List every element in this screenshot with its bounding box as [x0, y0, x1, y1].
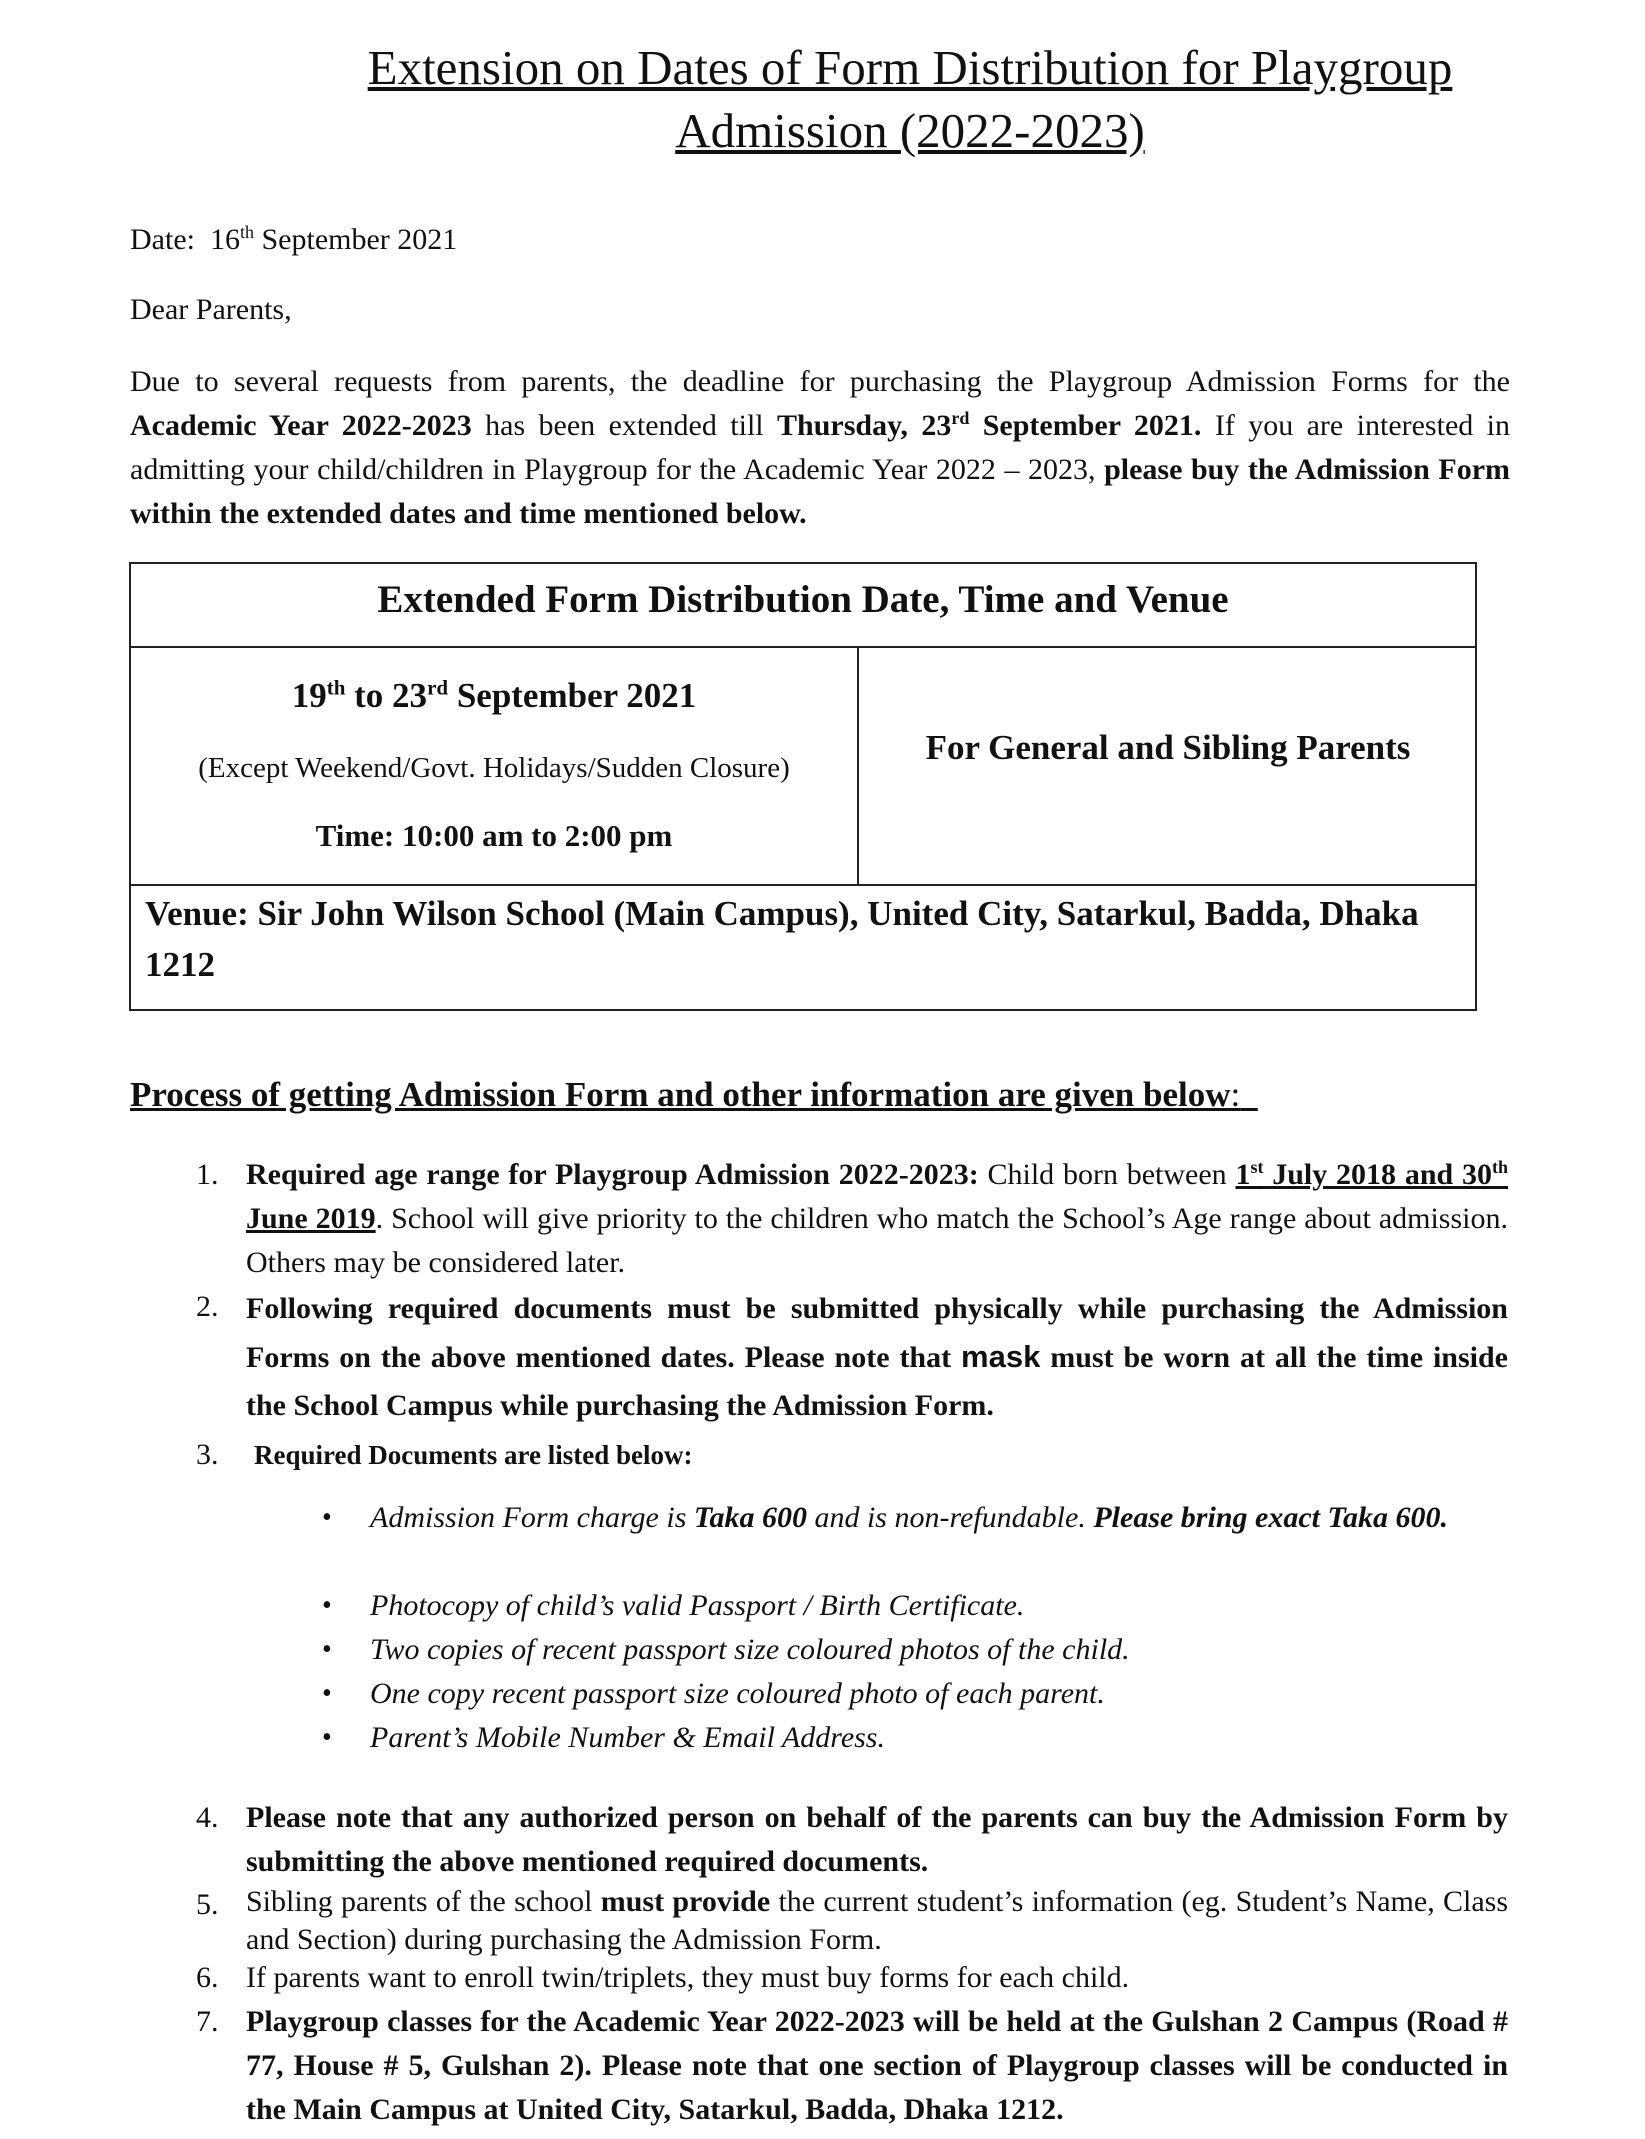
distribution-audience: For General and Sibling Parents: [925, 728, 1411, 767]
distribution-time: Time: 10:00 am to 2:00 pm: [315, 818, 673, 853]
table-heading: Extended Form Distribution Date, Time and Venue: [131, 564, 1475, 648]
title-line-1: Extension on Dates of Form Distribution for Playgroup: [367, 40, 1453, 95]
item-number-6: 6.: [196, 1961, 219, 1994]
title-line-2: Admission (2022-2023): [675, 103, 1145, 158]
distribution-exception: (Except Weekend/Govt. Holidays/Sudden Closure): [198, 752, 790, 784]
doc-passport-copy: Photocopy of child’s valid Passport / Birth Certificate.: [370, 1589, 1025, 1622]
item-number-2: 2.: [196, 1290, 219, 1323]
bullet-3: •: [322, 1634, 332, 1665]
doc-child-photos: Two copies of recent passport size coloured photos of the child.: [370, 1633, 1130, 1666]
item-number-7: 7.: [196, 2005, 219, 2038]
list-item-age-range: Required age range for Playgroup Admission 2022-2023: Child born between 1st July 2018 and 30th June 2019. School will give priority to the children who match the School’s Age range about admission. Others may be considered later.: [246, 1157, 1508, 1279]
bullet-1: •: [322, 1502, 332, 1533]
distribution-dates: 19th to 23rd September 2021: [291, 675, 697, 715]
list-item-authorized-person: Please note that any authorized person on behalf of the parents can buy the Admission Form by submitting the above mentioned required documents.: [246, 1801, 1508, 1878]
bullet-4: •: [322, 1678, 332, 1709]
list-item-sibling-parents: Sibling parents of the school must provide the current student’s information (eg. Student’s Name, Class and Section) during purchasing the Admission Form.: [246, 1885, 1508, 1956]
bullet-5: •: [322, 1722, 332, 1753]
table-audience-cell: [859, 648, 1477, 884]
notice-date: Date: 16th September 2021: [130, 222, 458, 256]
item-number-4: 4.: [196, 1801, 219, 1834]
bullet-2: •: [322, 1590, 332, 1621]
list-item-twins: If parents want to enroll twin/triplets, they must buy forms for each child.: [246, 1961, 1130, 1994]
list-item-documents: Following required documents must be submitted physically while purchasing the Admission Forms on the above mentioned dates. Please note that mask must be worn at all the time inside the School Campus while purchasing the Admission Form.: [246, 1292, 1508, 1422]
item-number-1: 1.: [196, 1158, 219, 1191]
doc-parent-photo: One copy recent passport size coloured photo of each parent.: [370, 1677, 1105, 1710]
table-venue-cell: Venue: Sir John Wilson School (Main Campus), United City, Satarkul, Badda, Dhaka 1212: [131, 884, 1475, 1011]
notice-title: [230, 36, 1590, 162]
salutation: Dear Parents,: [130, 293, 292, 326]
section-heading: Process of getting Admission Form and other information are given below:: [130, 1075, 1241, 1114]
item-number-5: 5.: [196, 1888, 219, 1921]
list-item-class-location: Playgroup classes for the Academic Year 2022-2023 will be held at the Gulshan 2 Campus (Road # 77, House # 5, Gulshan 2). Please note that one section of Playgroup classes will be conducted in the Main Campus at United City, Satarkul, Badda, Dhaka 1212.: [246, 2005, 1508, 2126]
item-number-3: 3.: [196, 1438, 219, 1471]
table-date-cell: [131, 648, 859, 884]
doc-form-charge: Admission Form charge is Taka 600 and is non-refundable. Please bring exact Taka 600.: [370, 1501, 1449, 1534]
list-item-required-docs: Required Documents are listed below:: [254, 1440, 693, 1470]
doc-contact-info: Parent’s Mobile Number & Email Address.: [370, 1721, 885, 1754]
distribution-table: [129, 562, 1477, 1011]
intro-paragraph: Due to several requests from parents, the deadline for purchasing the Playgroup Admission Forms for the Academic Year 2022-2023 has been extended till Thursday, 23rd September 2021. If you are interested in admitting your child/children in Playgroup for the Academic Year 2022 – 2023, please buy the Admission Form within the extended dates and time mentioned below.: [130, 365, 1511, 530]
